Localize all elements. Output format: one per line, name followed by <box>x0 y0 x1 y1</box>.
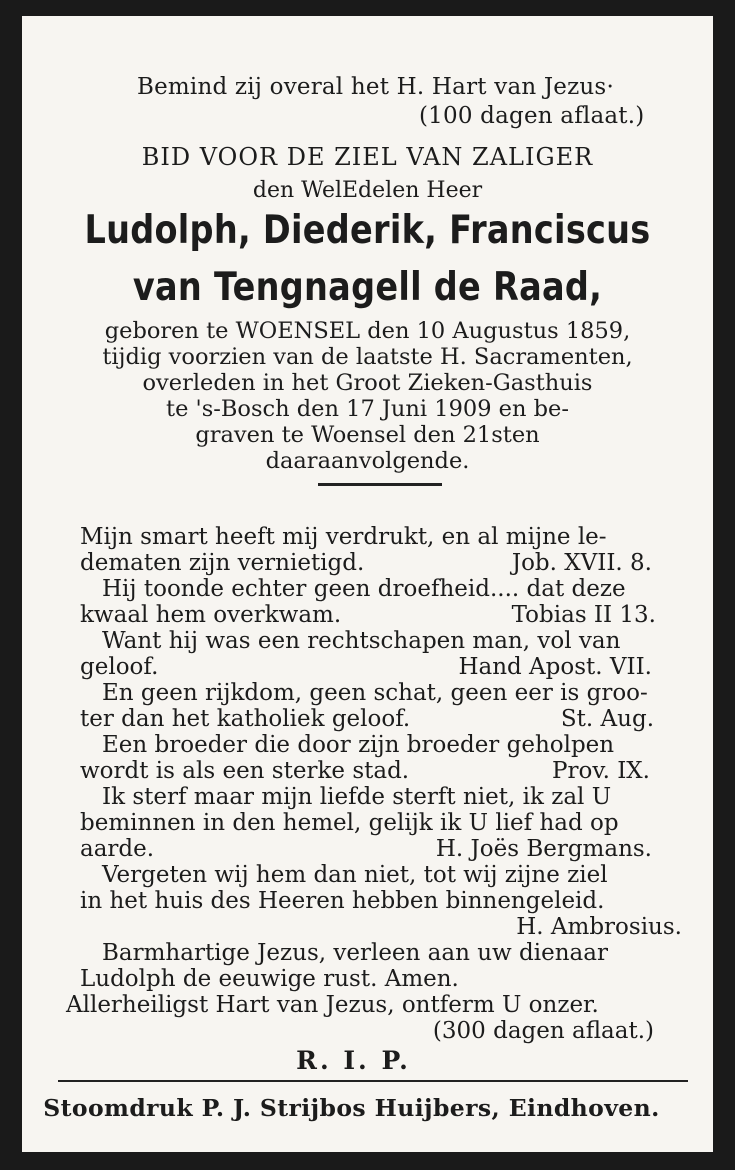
verse-line <box>80 888 636 914</box>
verse-line <box>102 862 684 888</box>
bio-line-4: te 's-Bosch den 17 Juni 1909 en be- <box>166 396 569 422</box>
verse-text: dematen zijn vernietigd. <box>80 550 365 576</box>
verse-line <box>102 576 684 602</box>
verse-text: En geen rijkdom, geen schat, geen eer is groo- <box>102 680 648 706</box>
verse-line <box>102 628 684 654</box>
memorial-card <box>22 16 713 1152</box>
verse-text: Allerheiligst Hart van Jezus, ontferm U onzer. <box>66 992 599 1018</box>
footer-divider <box>58 1080 688 1082</box>
verse-line <box>102 784 684 810</box>
verse-line <box>102 732 684 758</box>
verse-line <box>80 758 650 784</box>
printer-credit: Stoomdruk P. J. Strijbos Huijbers, Eindhoven. <box>43 1094 660 1122</box>
verse-source: Job. XVII. 8. <box>511 550 652 576</box>
verse-source: Hand Apost. VII. <box>458 654 652 680</box>
bio-line-5: graven te Woensel den 21sten <box>195 422 540 448</box>
verse-text: Hij toonde echter geen droefheid.... dat deze <box>102 576 626 602</box>
verse-text: Ludolph de eeuwige rust. Amen. <box>80 966 459 992</box>
deceased-name-line1: Ludolph, Diederik, Franciscus <box>84 208 651 253</box>
indulgence-note-bottom: (300 dagen aflaat.) <box>432 1018 654 1044</box>
deceased-name-line2: van Tengnagell de Raad, <box>132 265 603 310</box>
verse-line <box>80 1018 654 1044</box>
verse-text: beminnen in den hemel, gelijk ik U lief had op <box>80 810 619 836</box>
verse-text: kwaal hem overkwam. <box>80 602 342 628</box>
verse-text: Ik sterf maar mijn liefde sterft niet, ik zal U <box>102 784 612 810</box>
verse-line <box>66 992 666 1018</box>
verse-line <box>80 654 652 680</box>
verse-line <box>80 836 652 862</box>
verse-line <box>80 602 656 628</box>
verse-line <box>102 680 684 706</box>
bio-line-6: daaraanvolgende. <box>265 448 470 474</box>
prayer-request: BID VOOR DE ZIEL VAN ZALIGER <box>141 143 594 171</box>
verse-text: aarde. <box>80 836 155 862</box>
indulgence-note-top: (100 dagen aflaat.) <box>419 103 645 129</box>
bio-line-2: tijdig voorzien van de laatste H. Sacramenten, <box>102 344 633 370</box>
verse-line <box>102 940 684 966</box>
verse-text: wordt is als een sterke stad. <box>80 758 410 784</box>
bio-line-1: geboren te WOENSEL den 10 Augustus 1859, <box>104 318 631 344</box>
section-divider <box>318 483 442 486</box>
bio-line-3: overleden in het Groot Zieken-Gasthuis <box>142 370 593 396</box>
verse-text: Want hij was een rechtschapen man, vol van <box>102 628 621 654</box>
rip-closing: R. I. P. <box>296 1046 411 1075</box>
verse-source: H. Joës Bergmans. <box>435 836 652 862</box>
verse-text: geloof. <box>80 654 159 680</box>
verse-text: in het huis des Heeren hebben binnengeleid. <box>80 888 605 914</box>
invocation-line: Bemind zij overal het H. Hart van Jezus· <box>137 74 614 100</box>
verse-source: St. Aug. <box>560 706 654 732</box>
verse-line <box>80 550 652 576</box>
verse-source: H. Ambrosius. <box>516 914 682 940</box>
verse-source: Prov. IX. <box>552 758 650 784</box>
verse-text: Een broeder die door zijn broeder geholpen <box>102 732 615 758</box>
verse-line <box>80 524 684 550</box>
verse-source: Tobias II 13. <box>511 602 656 628</box>
verse-text: Barmhartige Jezus, verleen aan uw dienaar <box>102 940 608 966</box>
verse-line <box>80 966 510 992</box>
verse-text: Mijn smart heeft mij verdrukt, en al mijne le- <box>80 524 607 550</box>
verse-line <box>80 810 684 836</box>
honorific: den WelEdelen Heer <box>252 178 483 203</box>
verse-line <box>80 706 654 732</box>
verse-text: Vergeten wij hem dan niet, tot wij zijne ziel <box>102 862 608 888</box>
verse-text: ter dan het katholiek geloof. <box>80 706 411 732</box>
verse-line <box>80 914 682 940</box>
